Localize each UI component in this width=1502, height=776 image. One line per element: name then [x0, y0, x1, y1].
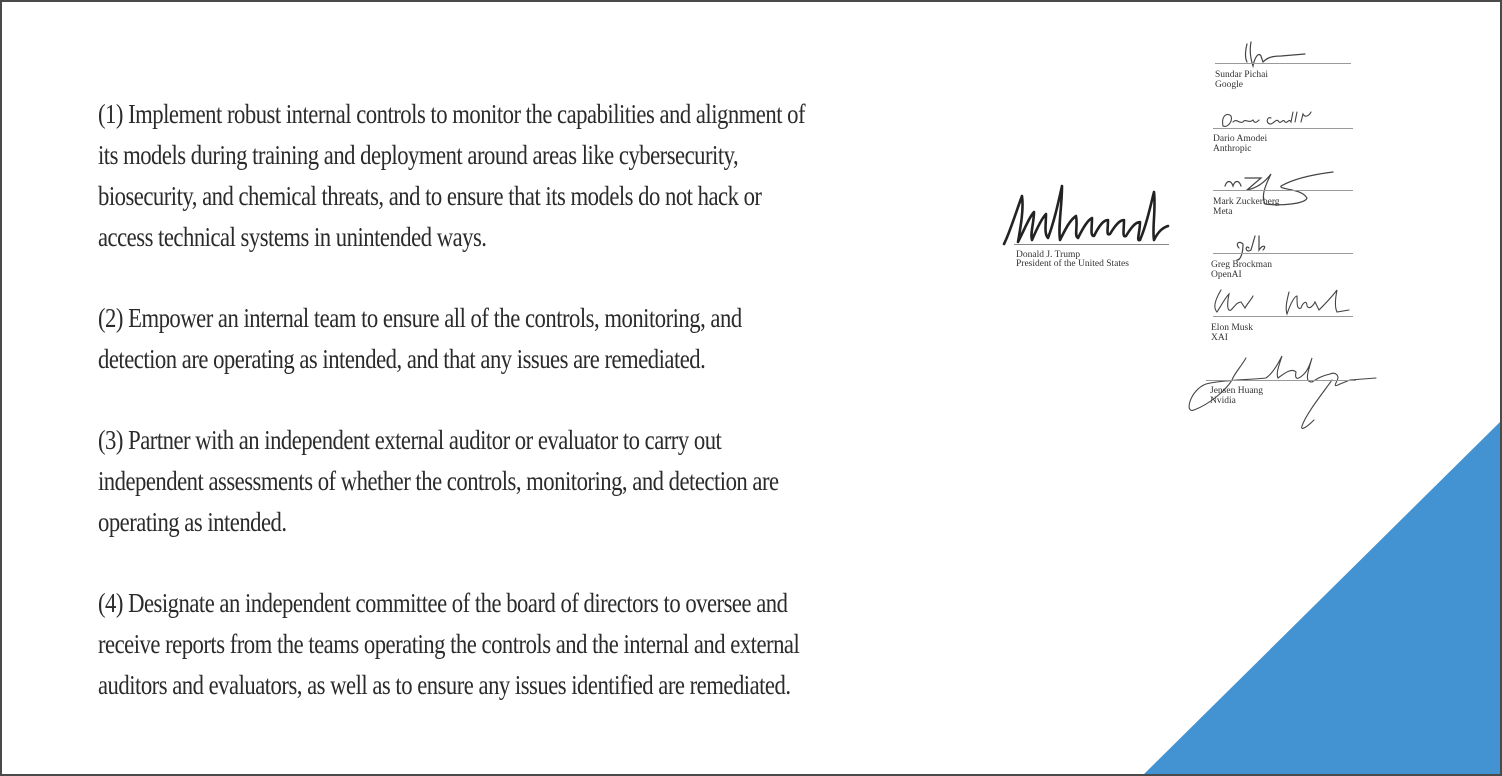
- signatory-org: XAI: [1211, 333, 1228, 343]
- clause-line: operating as intended.: [98, 507, 287, 537]
- signatory-name: Mark Zuckerberg: [1213, 197, 1280, 207]
- clause-line: (4) Designate an independent committee of the board of directors to oversee and: [98, 588, 788, 618]
- clause-line: access technical systems in unintended ways.: [98, 222, 487, 252]
- clause-line: (3) Partner with an independent external auditor or evaluator to carry out: [98, 425, 722, 455]
- signatory-name: Dario Amodei: [1213, 134, 1268, 144]
- clause-line: independent assessments of whether the controls, monitoring, and detection are: [98, 466, 779, 496]
- signatory-org: Nvidia: [1210, 396, 1236, 406]
- clause-line: receive reports from the teams operating the controls and the internal and external: [98, 629, 800, 659]
- signatory-name: Greg Brockman: [1211, 260, 1272, 270]
- signatory-org: Google: [1215, 80, 1243, 90]
- clause-line: (1) Implement robust internal controls to monitor the capabilities and alignment of: [98, 99, 806, 129]
- corner-triangle-decoration: [2, 2, 1502, 776]
- clause-line: biosecurity, and chemical threats, and to ensure that its models do not hack or: [98, 181, 762, 211]
- clause-line: auditors and evaluators, as well as to ensure any issues identified are remediated.: [98, 670, 791, 700]
- signatory-title: President of the United States: [1016, 259, 1129, 269]
- signatory-org: Meta: [1213, 207, 1233, 217]
- signatory-name: Sundar Pichai: [1215, 70, 1269, 80]
- signatory-name: Elon Musk: [1211, 323, 1253, 333]
- clause-line: detection are operating as intended, and that any issues are remediated.: [98, 344, 706, 374]
- corner-triangle: [1140, 420, 1502, 776]
- clause-line: (2) Empower an internal team to ensure all of the controls, monitoring, and: [98, 303, 742, 333]
- signatory-org: OpenAI: [1211, 270, 1242, 280]
- signatory-org: Anthropic: [1213, 144, 1252, 154]
- signatory-name: Donald J. Trump: [1016, 250, 1081, 260]
- clause-line: its models during training and deployment around areas like cybersecurity,: [98, 140, 739, 170]
- signatory-name: Jensen Huang: [1210, 386, 1264, 396]
